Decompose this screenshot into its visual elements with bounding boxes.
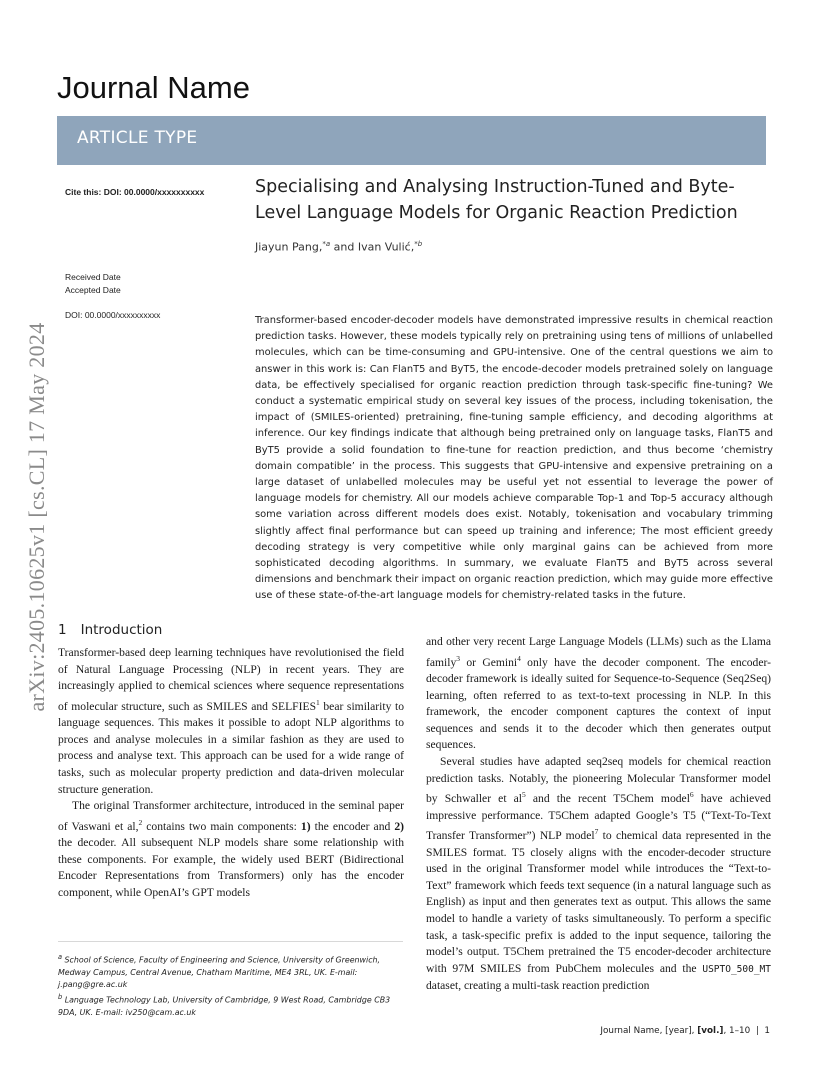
author-1-affil: *a [322,240,331,248]
doi: DOI: 00.0000/xxxxxxxxxx [65,310,161,320]
footer-volume: [vol.] [697,1026,724,1036]
footnote-divider [58,941,403,942]
received-date: Received Date [65,272,121,282]
abstract: Transformer-based encoder-decoder models have demonstrated impressive results in chemical reaction prediction tasks. However, these models typically rely on pretraining using tens of millions of unlabelled molecules, which can be time-consuming and GPU-intensive. One of the central questions we aim to answer in this work is: Can FlanT5 and ByT5, the encode-decoder models pretrained solely on language data, be effectively specialised for organic reaction prediction through task-specific fine-tuning? We conduct a systematic empirical study on several key issues of the process, including tokenisation, the impact of (SMILES-oriented) pretraining, fine-tuning sample efficiency, and decoding algorithms at inference. Our key findings indicate that although being pretrained only on language tasks, FlanT5 and ByT5 provide a solid foundation to fine-tune for reaction prediction, and thus become ‘chemistry domain compatible’ in the process. This suggests that GPU-intensive and expensive pretraining on a large dataset of unlabelled molecules may be useful yet not essential to leverage the power of language models for chemistry. All our models achieve comparable Top-1 and Top-5 accuracy although some variation across different models does exist. Notably, tokenisation and vocabulary trimming slightly affect final performance but can speed up training and inference; The most efficient greedy decoding strategy is very competitive while only marginal gains can be achieved from more sophisticated decoding algorithms. In summary, we evaluate FlanT5 and ByT5 across several dimensions and benchmark their impact on organic reaction prediction, which may guide more effective use of these state-of-the-art language models for chemistry-related tasks in the future. [255,315,773,602]
journal-name: Journal Name [57,70,250,105]
body-column-left [58,645,404,902]
citation-ref: 5 [522,790,526,800]
footer-separator: | [750,1026,765,1036]
section-heading-introduction [58,622,162,638]
arxiv-stamp: arXiv:2405.10625v1 [cs.CL] 17 May 2024 [24,322,49,712]
author-2-affil: *b [414,240,423,248]
page-footer [560,1026,770,1036]
paragraph: Several studies have adapted seq2seq models for chemical reaction prediction tasks. Notably, the pioneering Molecular Transformer model by Schwaller et $al^5$ and the recent T5Chem model$^6$ have achieved impressive performance. T5Chem adapted Google’s T5 (“Text-To-Text Transfer Transformer”) NLP model$^7$ to chemical data represented in the SMILES format. T5 closely aligns with the encoder-decoder structure used in the original Transformer model while introduces the “Text-to-Text” framework which feeds text sequence (in a natural language such as English) as input and then generates text as output. This allows the same model to handle a variety of tasks simultaneously. To perform a specific task, a task-specific prefix is added to the input sequence, tailoring the model’s output. T5Chem pretrained the T5 encoder-decoder architecture with 97M SMILES from PubChem molecules and the USPTO_500_MT dataset, creating a multi-task reaction prediction [426,755,771,993]
accepted-date: Accepted Date [65,285,121,295]
section-title: Introduction [80,622,163,638]
citation-ref: 4 [517,653,521,663]
author-list [255,240,422,254]
body-column-right [426,634,771,995]
paragraph: and other very recent Large Language Models (LLMs) such as the Llama family$^3$ or Gemini$^4$ only have the decoder component. The encoder-decoder framework is ideally suited for Sequence-to-Sequence (Seq2Seq) learning, often referred to as text-to-text processing in NLP. In this framework, the encoder component captures the context of input sequences and sends it to the decoder which then generates output sequences. [426,635,771,752]
dataset-name: USPTO_500_MT [702,963,771,975]
paragraph: Transformer-based deep learning techniques have revolutionised the field of Natural Language Processing (NLP) in recent years. They are increasingly applied to chemical sciences where sequence representations of molecular structure, such as SMILES and SELFIES$^1$ bear similarity to language sequences. This makes it possible to adopt NLP algorithms to proces and analyse molecules in a similar fashion as they are used to process and analyse text. This approach can be used for a wide range of tasks, such as molecular property prediction and data-driven molecular structure generation. [58,646,404,796]
paragraph: The original Transformer architecture, introduced in the seminal paper of Vaswani et al,$^2$ contains two main components: 1) the encoder and 2) the decoder. All subsequent NLP models share some relationship with these components. For example, the widely used BERT (Bidirectional Encoder Representations from Transformers) only has the encoder component, while OpenAI’s GPT models [58,799,405,900]
citation-ref: 1 [316,697,320,707]
article-type-label: ARTICLE TYPE [77,128,198,148]
article-type-banner [57,116,766,165]
citation-ref: 3 [456,653,461,663]
cite-this: Cite this: DOI: 00.0000/xxxxxxxxxx [65,187,205,197]
citation-ref: 6 [689,790,694,800]
author-2: Ivan Vulić, [357,240,415,254]
footnote-a: $^a$ School of Science, Faculty of Engineering and Science, University of Greenwich, Medway Campus, Central Avenue, Chatham Maritime, ME4 3RL, UK. E-mail: j.pang@gre.ac.uk [58,953,381,990]
footer-journal: Journal Name, [year], [600,1026,698,1036]
footnotes [58,951,404,1019]
footnote-b: $^b$ Language Technology Lab, University of Cambridge, 9 West Road, Cambridge CB3 9DA, UK. E-mail: iv250@cam.ac.uk [58,993,391,1018]
author-and: and [330,240,358,254]
section-number: 1 [58,622,67,638]
paper-title: Specialising and Analysing Instruction-Tuned and Byte-Level Language Models for Organic Reaction Prediction [255,177,738,223]
citation-ref: 7 [594,827,599,837]
footer-pages: , 1–10 [723,1026,751,1036]
author-1: Jiayun Pang, [255,240,323,254]
citation-ref: 2 [138,817,143,827]
page-number: 1 [764,1026,770,1036]
